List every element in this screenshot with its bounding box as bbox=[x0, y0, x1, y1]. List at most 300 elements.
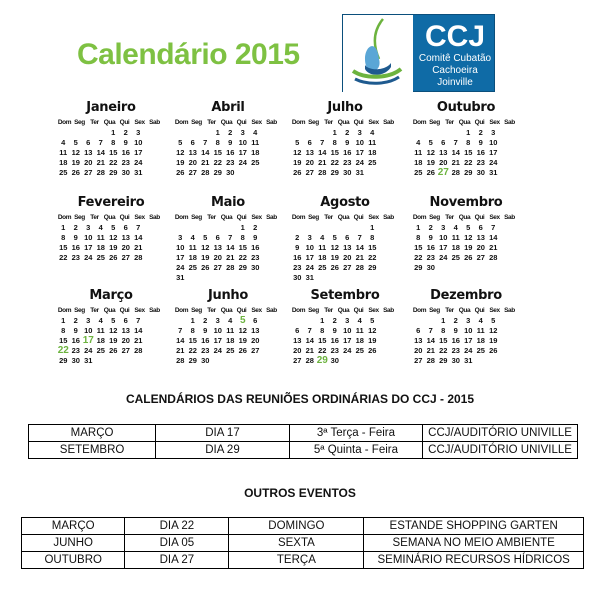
day-cell: 6 bbox=[478, 223, 483, 232]
day-cell bbox=[174, 128, 187, 138]
day-cell: 15 bbox=[330, 148, 339, 157]
meeting-cell: SETEMBRO bbox=[29, 442, 156, 459]
day-cell: 1 bbox=[466, 128, 471, 137]
day-cell bbox=[237, 273, 250, 283]
weekday-header bbox=[57, 118, 165, 128]
week-row bbox=[291, 263, 399, 273]
day-cell: 27 bbox=[188, 168, 197, 177]
day-cell: 3 bbox=[215, 316, 220, 325]
weekday-label: Qua bbox=[103, 119, 116, 126]
day-cell: 19 bbox=[71, 158, 80, 167]
week-row bbox=[412, 356, 520, 366]
day-cell: 5 bbox=[295, 138, 300, 147]
weekday-label: Sab bbox=[149, 119, 160, 126]
day-cell: 25 bbox=[476, 346, 485, 355]
day-cell: 9 bbox=[332, 326, 337, 335]
day-cell bbox=[425, 316, 438, 326]
day-cell: 4 bbox=[98, 223, 103, 232]
weekday-label: Dom bbox=[174, 119, 189, 126]
day-cell: 4 bbox=[478, 316, 483, 325]
event-cell: DIA 22 bbox=[125, 518, 229, 535]
day-cell: 14 bbox=[226, 243, 235, 252]
event-cell: DOMINGO bbox=[229, 518, 364, 535]
day-cell: 25 bbox=[251, 158, 260, 167]
month-calendar bbox=[412, 195, 520, 273]
day-cell bbox=[57, 128, 70, 138]
day-cell bbox=[224, 356, 237, 366]
day-cell: 5 bbox=[73, 138, 78, 147]
day-cell bbox=[354, 223, 367, 233]
month-name: Dezembro bbox=[430, 288, 502, 303]
day-cell: 1 bbox=[370, 223, 375, 232]
day-cell: 6 bbox=[190, 138, 195, 147]
day-cell bbox=[212, 356, 225, 366]
day-cell: 2 bbox=[453, 316, 458, 325]
week-row bbox=[174, 263, 282, 273]
day-cell: 21 bbox=[489, 243, 498, 252]
day-cell: 30 bbox=[476, 168, 485, 177]
day-cell: 21 bbox=[96, 158, 105, 167]
month-calendar bbox=[57, 195, 165, 263]
day-cell: 19 bbox=[426, 158, 435, 167]
weekday-label: Sex bbox=[489, 214, 500, 221]
month-calendar bbox=[57, 100, 165, 178]
week-row bbox=[57, 138, 165, 148]
page-title: Calendário 2015 bbox=[77, 38, 300, 71]
day-cell: 30 bbox=[293, 273, 302, 282]
day-cell: 13 bbox=[476, 233, 485, 242]
day-cell bbox=[366, 168, 379, 178]
day-cell: 22 bbox=[330, 158, 339, 167]
week-row bbox=[174, 253, 282, 263]
day-cell: 14 bbox=[426, 336, 435, 345]
month-calendar bbox=[57, 288, 165, 366]
day-cell: 8 bbox=[320, 326, 325, 335]
day-cell: 15 bbox=[213, 148, 222, 157]
day-cell: 27 bbox=[121, 346, 130, 355]
day-cell: 20 bbox=[414, 346, 423, 355]
day-cell: 24 bbox=[134, 158, 143, 167]
day-cell bbox=[425, 128, 438, 138]
week-row bbox=[174, 356, 282, 366]
day-cell: 11 bbox=[226, 326, 235, 335]
day-cell: 13 bbox=[251, 326, 260, 335]
day-cell bbox=[174, 316, 187, 326]
weekday-label: Seg bbox=[191, 119, 202, 126]
week-row bbox=[291, 336, 399, 346]
meeting-cell: 5ª Quinta - Feira bbox=[289, 442, 422, 459]
day-cell: 8 bbox=[441, 326, 446, 335]
day-cell bbox=[187, 273, 200, 283]
day-cell: 6 bbox=[416, 326, 421, 335]
day-cell: 26 bbox=[71, 168, 80, 177]
day-cell: 13 bbox=[188, 148, 197, 157]
week-row bbox=[57, 233, 165, 243]
day-cell: 20 bbox=[293, 346, 302, 355]
day-cell: 19 bbox=[201, 253, 210, 262]
day-cell: 17 bbox=[464, 336, 473, 345]
day-cell: 21 bbox=[355, 253, 364, 262]
week-row bbox=[174, 273, 282, 283]
day-cell: 17 bbox=[489, 148, 498, 157]
day-cell: 25 bbox=[318, 263, 327, 272]
day-cell: 9 bbox=[345, 138, 350, 147]
weekday-label: Qua bbox=[458, 214, 471, 221]
day-cell: 23 bbox=[71, 253, 80, 262]
day-cell: 30 bbox=[121, 168, 130, 177]
weekday-label: Seg bbox=[429, 214, 440, 221]
day-cell bbox=[329, 273, 342, 283]
day-cell bbox=[316, 128, 329, 138]
event-cell: JUNHO bbox=[22, 535, 125, 552]
day-cell: 10 bbox=[305, 243, 314, 252]
day-cell: 30 bbox=[343, 168, 352, 177]
day-cell: 8 bbox=[215, 138, 220, 147]
weekday-label: Ter bbox=[90, 307, 99, 314]
weekday-label: Seg bbox=[191, 307, 202, 314]
day-cell: 22 bbox=[464, 158, 473, 167]
weekday-label: Dom bbox=[291, 307, 306, 314]
day-cell: 10 bbox=[238, 138, 247, 147]
week-row bbox=[412, 253, 520, 263]
weekday-label: Qua bbox=[337, 307, 350, 314]
day-cell bbox=[199, 223, 212, 233]
day-cell: 1 bbox=[441, 316, 446, 325]
day-cell: 29 bbox=[109, 168, 118, 177]
day-cell: 8 bbox=[190, 326, 195, 335]
week-row bbox=[57, 223, 165, 233]
weekday-header bbox=[412, 118, 520, 128]
day-cell: 17 bbox=[439, 243, 448, 252]
events-heading: OUTROS EVENTOS bbox=[244, 486, 356, 500]
day-cell: 29 bbox=[238, 263, 247, 272]
month-name: Agosto bbox=[320, 195, 370, 210]
day-cell: 22 bbox=[213, 158, 222, 167]
day-cell: 18 bbox=[318, 253, 327, 262]
week-row bbox=[57, 356, 165, 366]
day-cell: 21 bbox=[176, 346, 185, 355]
day-cell: 6 bbox=[441, 138, 446, 147]
day-cell bbox=[487, 263, 500, 273]
week-row bbox=[291, 223, 399, 233]
week-row bbox=[174, 128, 282, 138]
week-row bbox=[174, 346, 282, 356]
day-cell: 24 bbox=[238, 158, 247, 167]
day-cell: 23 bbox=[451, 346, 460, 355]
day-cell: 6 bbox=[123, 223, 128, 232]
day-cell: 3 bbox=[441, 223, 446, 232]
weekday-header bbox=[174, 213, 282, 223]
day-cell bbox=[224, 273, 237, 283]
day-cell: 30 bbox=[251, 263, 260, 272]
weekday-label: Qui bbox=[353, 119, 364, 126]
day-cell: 5 bbox=[203, 233, 208, 242]
day-cell: 16 bbox=[476, 148, 485, 157]
day-cell: 10 bbox=[84, 326, 93, 335]
week-row bbox=[57, 336, 165, 346]
week-row bbox=[174, 168, 282, 178]
logo-abbreviation: CCJ bbox=[424, 20, 485, 53]
day-cell: 19 bbox=[293, 158, 302, 167]
event-row bbox=[22, 552, 584, 569]
day-cell: 30 bbox=[426, 263, 435, 272]
day-cell: 13 bbox=[121, 233, 130, 242]
day-cell: 21 bbox=[426, 346, 435, 355]
week-row bbox=[412, 148, 520, 158]
day-cell: 31 bbox=[489, 168, 498, 177]
day-cell bbox=[95, 128, 108, 138]
weekday-label: Dom bbox=[57, 214, 72, 221]
day-cell: 12 bbox=[426, 148, 435, 157]
day-cell: 5 bbox=[370, 316, 375, 325]
day-cell: 27 bbox=[121, 253, 130, 262]
day-cell: 24 bbox=[84, 253, 93, 262]
weekday-label: Sex bbox=[134, 307, 145, 314]
day-cell bbox=[291, 128, 304, 138]
day-cell: 25 bbox=[226, 346, 235, 355]
day-cell: 23 bbox=[330, 346, 339, 355]
meeting-cell: MARÇO bbox=[29, 425, 156, 442]
day-cell: 1 bbox=[61, 316, 66, 325]
day-cell: 27 bbox=[305, 168, 314, 177]
week-row bbox=[57, 128, 165, 138]
weekday-header bbox=[291, 213, 399, 223]
day-cell: 29 bbox=[414, 263, 423, 272]
weekday-label: Sex bbox=[251, 307, 262, 314]
highlighted-day: 27 bbox=[437, 167, 449, 178]
day-cell bbox=[475, 263, 488, 273]
day-cell: 12 bbox=[238, 326, 247, 335]
day-cell: 24 bbox=[464, 346, 473, 355]
day-cell: 22 bbox=[414, 253, 423, 262]
day-cell: 5 bbox=[111, 316, 116, 325]
day-cell: 28 bbox=[134, 346, 143, 355]
day-cell: 13 bbox=[414, 336, 423, 345]
day-cell: 25 bbox=[96, 253, 105, 262]
day-cell: 16 bbox=[293, 253, 302, 262]
day-cell: 7 bbox=[178, 326, 183, 335]
weekday-label: Seg bbox=[429, 307, 440, 314]
day-cell: 24 bbox=[343, 346, 352, 355]
weekday-label: Sex bbox=[251, 214, 262, 221]
day-cell: 29 bbox=[464, 168, 473, 177]
event-cell: TERÇA bbox=[229, 552, 364, 569]
day-cell: 14 bbox=[134, 326, 143, 335]
day-cell bbox=[187, 223, 200, 233]
weekday-header bbox=[57, 213, 165, 223]
week-row bbox=[291, 138, 399, 148]
day-cell: 17 bbox=[176, 253, 185, 262]
day-cell: 16 bbox=[226, 148, 235, 157]
day-cell: 16 bbox=[121, 148, 130, 157]
day-cell: 18 bbox=[414, 158, 423, 167]
day-cell: 24 bbox=[213, 346, 222, 355]
day-cell bbox=[95, 356, 108, 366]
day-cell bbox=[437, 263, 450, 273]
event-cell: DIA 27 bbox=[125, 552, 229, 569]
day-cell: 27 bbox=[84, 168, 93, 177]
week-row bbox=[291, 168, 399, 178]
weekday-header bbox=[412, 213, 520, 223]
week-row bbox=[412, 263, 520, 273]
event-cell: MARÇO bbox=[22, 518, 125, 535]
event-cell: DIA 05 bbox=[125, 535, 229, 552]
week-row bbox=[412, 243, 520, 253]
week-row bbox=[412, 316, 520, 326]
day-cell: 13 bbox=[213, 243, 222, 252]
day-cell: 2 bbox=[228, 128, 233, 137]
day-cell bbox=[187, 128, 200, 138]
day-cell: 19 bbox=[109, 336, 118, 345]
weekday-label: Seg bbox=[74, 214, 85, 221]
day-cell: 13 bbox=[439, 148, 448, 157]
day-cell: 27 bbox=[251, 346, 260, 355]
day-cell: 15 bbox=[238, 243, 247, 252]
weekday-header bbox=[412, 306, 520, 316]
day-cell: 26 bbox=[426, 168, 435, 177]
day-cell: 15 bbox=[109, 148, 118, 157]
day-cell: 10 bbox=[176, 243, 185, 252]
logo-line-2: Cachoeira Joinville bbox=[432, 65, 478, 88]
day-cell: 18 bbox=[96, 336, 105, 345]
weekday-label: Dom bbox=[57, 119, 72, 126]
weekday-label: Dom bbox=[291, 214, 306, 221]
day-cell: 5 bbox=[466, 223, 471, 232]
weekday-label: Ter bbox=[324, 307, 333, 314]
day-cell: 22 bbox=[368, 253, 377, 262]
day-cell: 31 bbox=[464, 356, 473, 365]
month-calendar bbox=[174, 195, 282, 283]
day-cell: 12 bbox=[293, 148, 302, 157]
day-cell: 3 bbox=[178, 233, 183, 242]
meeting-row bbox=[29, 442, 578, 459]
day-cell: 14 bbox=[451, 148, 460, 157]
day-cell: 6 bbox=[295, 326, 300, 335]
day-cell: 11 bbox=[96, 326, 105, 335]
weekday-label: Dom bbox=[57, 307, 72, 314]
day-cell bbox=[462, 263, 475, 273]
week-row bbox=[291, 326, 399, 336]
weekday-label: Qua bbox=[458, 119, 471, 126]
day-cell: 17 bbox=[238, 148, 247, 157]
weekday-header bbox=[174, 306, 282, 316]
day-cell: 10 bbox=[489, 138, 498, 147]
day-cell: 1 bbox=[215, 128, 220, 137]
day-cell: 6 bbox=[86, 138, 91, 147]
day-cell: 12 bbox=[109, 233, 118, 242]
day-cell bbox=[450, 128, 463, 138]
day-cell: 11 bbox=[414, 148, 423, 157]
day-cell: 26 bbox=[201, 263, 210, 272]
week-row bbox=[174, 158, 282, 168]
day-cell: 13 bbox=[293, 336, 302, 345]
day-cell bbox=[291, 223, 304, 233]
weekday-label: Qua bbox=[103, 214, 116, 221]
week-row bbox=[412, 138, 520, 148]
weekday-label: Dom bbox=[412, 119, 427, 126]
day-cell: 3 bbox=[86, 223, 91, 232]
weekday-label: Sab bbox=[383, 119, 394, 126]
day-cell: 8 bbox=[466, 138, 471, 147]
day-cell: 5 bbox=[428, 138, 433, 147]
day-cell: 18 bbox=[59, 158, 68, 167]
day-cell: 8 bbox=[332, 138, 337, 147]
day-cell: 29 bbox=[330, 168, 339, 177]
day-cell: 19 bbox=[330, 253, 339, 262]
weekday-label: Seg bbox=[308, 214, 319, 221]
week-row bbox=[174, 243, 282, 253]
weekday-label: Seg bbox=[308, 307, 319, 314]
day-cell: 30 bbox=[201, 356, 210, 365]
week-row bbox=[412, 233, 520, 243]
day-cell: 6 bbox=[307, 138, 312, 147]
day-cell: 23 bbox=[476, 158, 485, 167]
weekday-label: Sex bbox=[134, 214, 145, 221]
day-cell bbox=[212, 273, 225, 283]
day-cell: 17 bbox=[134, 148, 143, 157]
day-cell: 25 bbox=[414, 168, 423, 177]
day-cell: 26 bbox=[330, 263, 339, 272]
weekday-label: Qui bbox=[119, 307, 130, 314]
week-row bbox=[291, 233, 399, 243]
week-row bbox=[412, 336, 520, 346]
event-cell: OUTUBRO bbox=[22, 552, 125, 569]
day-cell: 17 bbox=[355, 148, 364, 157]
week-row bbox=[291, 356, 399, 366]
weekday-label: Ter bbox=[90, 214, 99, 221]
weekday-label: Seg bbox=[308, 119, 319, 126]
day-cell bbox=[304, 128, 317, 138]
day-cell: 31 bbox=[134, 168, 143, 177]
day-cell: 15 bbox=[188, 336, 197, 345]
week-row bbox=[412, 158, 520, 168]
day-cell: 14 bbox=[318, 148, 327, 157]
day-cell: 30 bbox=[71, 356, 80, 365]
day-cell: 26 bbox=[489, 346, 498, 355]
week-row bbox=[57, 148, 165, 158]
week-row bbox=[174, 223, 282, 233]
month-name: Setembro bbox=[310, 288, 380, 303]
day-cell: 20 bbox=[305, 158, 314, 167]
day-cell: 4 bbox=[61, 138, 66, 147]
weekday-label: Ter bbox=[445, 214, 454, 221]
day-cell: 11 bbox=[476, 326, 485, 335]
weekday-label: Sex bbox=[489, 307, 500, 314]
day-cell: 25 bbox=[188, 263, 197, 272]
day-cell: 9 bbox=[428, 233, 433, 242]
day-cell: 20 bbox=[251, 336, 260, 345]
day-cell: 12 bbox=[464, 233, 473, 242]
day-cell: 4 bbox=[416, 138, 421, 147]
week-row bbox=[57, 168, 165, 178]
day-cell: 4 bbox=[453, 223, 458, 232]
day-cell: 4 bbox=[357, 316, 362, 325]
week-row bbox=[174, 138, 282, 148]
day-cell: 8 bbox=[111, 138, 116, 147]
day-cell: 7 bbox=[307, 326, 312, 335]
day-cell: 16 bbox=[71, 336, 80, 345]
weekday-label: Qua bbox=[220, 307, 233, 314]
month-name: Fevereiro bbox=[77, 195, 145, 210]
weekday-label: Sex bbox=[368, 214, 379, 221]
day-cell: 20 bbox=[84, 158, 93, 167]
events-table bbox=[21, 517, 584, 569]
day-cell: 28 bbox=[96, 168, 105, 177]
day-cell bbox=[249, 273, 262, 283]
day-cell: 19 bbox=[238, 336, 247, 345]
day-cell: 13 bbox=[343, 243, 352, 252]
week-row bbox=[174, 148, 282, 158]
